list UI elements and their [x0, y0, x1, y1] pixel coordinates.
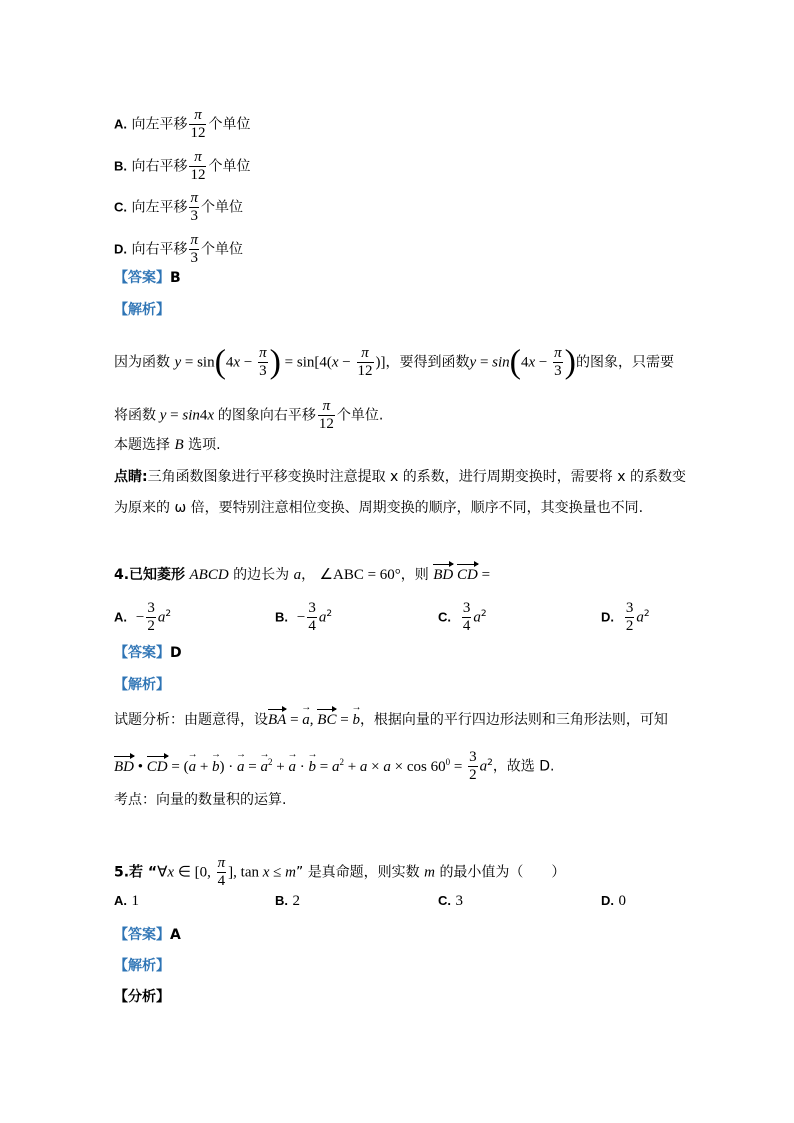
q5-option-c: C. 3 [438, 893, 463, 909]
q4-explain-line-1: 试题分析：由题意得，设BA = a →, BC = b →，根据向量的平行四边形法则和三角形法则，可知 [114, 710, 668, 730]
q3-explain-line-1: 因为函数 y = sin(4x − $\frac{\pi}{3}$ ) = sin[4(x − $\frac{\pi}{12}$ )]，要得到函数y = sin(4x − $\frac{\pi}{3}$ )的图象，只需要 [114, 343, 674, 381]
q4-answer: 【答案】D [114, 645, 182, 661]
q3-option-b: B. 向右平移 $\frac{\pi}{12}$ 个单位 [114, 149, 251, 183]
q5-option-d: D. 0 [601, 893, 626, 909]
q5-stem: 5.若 “∀x ∈ [0, $\frac{\pi}{4}$ ], tan x ≤ m” 是真命题，则实数 m 的最小值为（ ） [114, 855, 566, 889]
q3-option-d: D. 向右平移 $\frac{\pi}{3}$ 个单位 [114, 232, 243, 266]
fraction: $\frac{\pi}{12}$ [190, 107, 206, 141]
q4-option-d: D. $\frac{3}{2}$ $a^2$ [601, 600, 650, 634]
q3-choice: 本题选择 B 选项. [114, 437, 221, 453]
fraction: $\frac{\pi}{12}$ [190, 149, 206, 183]
q4-option-c: C. $\frac{3}{4}$ $a^2$ [438, 600, 487, 634]
q3-option-c: C. 向左平移 $\frac{\pi}{3}$ 个单位 [114, 190, 243, 224]
q3-explain-line-2: 将函数 y = sin4x 的图象向右平移 $\frac{\pi}{12}$ 个单位. [114, 398, 384, 432]
fraction: $\frac{\pi}{3}$ [190, 190, 198, 224]
q5-fenxi-tag: 【分析】 [114, 989, 170, 1005]
q5-option-a: A. 1 [114, 893, 139, 909]
q5-option-b: B. 2 [275, 893, 300, 909]
q3-tip-line-1: 点睛:三角函数图象进行平移变换时注意提取 x 的系数，进行周期变换时，需要将 x 的系数变 [114, 469, 686, 485]
q4-analysis-tag: 【解析】 [114, 677, 170, 693]
q3-analysis-tag: 【解析】 [114, 302, 170, 318]
q3-tip-line-2: 为原来的 ω 倍，要特别注意相位变换、周期变换的顺序，顺序不同，其变换量也不同. [114, 500, 644, 516]
q4-option-b: B. − $\frac{3}{4}$ $a^2$ [275, 600, 333, 634]
q5-answer: 【答案】A [114, 927, 181, 943]
q5-analysis-tag: 【解析】 [114, 958, 170, 974]
fraction: $\frac{\pi}{3}$ [190, 232, 198, 266]
q3-answer: 【答案】B [114, 270, 181, 286]
q3-option-a: A. 向左平移 $\frac{\pi}{12}$ 个单位 [114, 107, 251, 141]
q4-option-a: A. − $\frac{3}{2}$ $a^2$ [114, 600, 172, 634]
q4-explain-line-2: BD • CD = (a → + b →) · a → = a →$^2$ + a → · b → = $a^2 + a \times a \times \cos 60^0$ = $\frac{3}{2}$ $a^2$，故选 D. [114, 749, 555, 784]
q4-point: 考点：向量的数量积的运算. [114, 792, 287, 808]
q4-stem: 4.已知菱形 ABCD 的边长为 a， ∠ABC = 60°，则 BD CD = [114, 567, 491, 583]
